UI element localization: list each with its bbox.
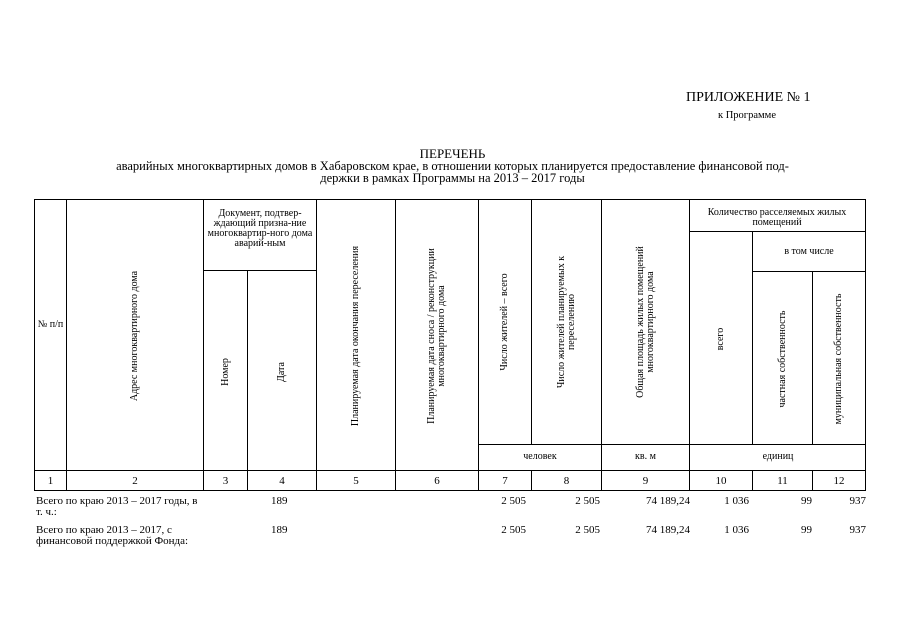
document-description bbox=[30, 160, 875, 184]
document-description-line-1: аварийных многоквартирных домов в Хабаровском крае, в отношении которых планируется предоставление финансовой под- bbox=[116, 159, 789, 173]
header-planned-demolition-line-1: Планируемая дата сноса / реконструкции bbox=[426, 247, 437, 424]
header-document-group: Документ, подтвер-ждающий призна-ние многоквартир-ного дома аварий-ным bbox=[207, 208, 313, 249]
column-number: 10 bbox=[715, 475, 727, 487]
document-title: ПЕРЕЧЕНЬ bbox=[419, 146, 486, 161]
header-doc-number: Номер bbox=[219, 357, 231, 386]
header-address: Адрес многоквартирного дома bbox=[129, 270, 140, 401]
header-planned-demolition bbox=[396, 200, 478, 471]
header-living-area-line-1: Общая площадь жилых помещений bbox=[634, 246, 646, 398]
row-label: Всего по краю 2013 – 2017 годы, в т. ч.: bbox=[36, 495, 198, 518]
column-number: 5 bbox=[353, 475, 359, 487]
header-unit-people: человек bbox=[523, 451, 557, 462]
row-count: 189 bbox=[271, 495, 288, 507]
row-residents-total: 2 505 bbox=[501, 524, 526, 536]
row-count: 189 bbox=[271, 524, 288, 536]
header-residents-planned bbox=[532, 200, 601, 444]
row-area: 74 189,24 bbox=[646, 524, 690, 536]
header-unit-sqm: кв. м bbox=[635, 451, 656, 462]
column-number: 2 bbox=[132, 475, 138, 487]
row-municipal: 937 bbox=[849, 495, 866, 507]
header-municipal-ownership: муниципальная собственность bbox=[833, 293, 844, 424]
row-label: Всего по краю 2013 – 2017, с финансовой поддержкой Фонда: bbox=[36, 524, 189, 547]
row-municipal: 937 bbox=[849, 524, 866, 536]
column-number: 7 bbox=[502, 475, 508, 487]
header-doc-date: Дата bbox=[276, 361, 287, 382]
column-number: 8 bbox=[563, 475, 570, 487]
column-number: 9 bbox=[642, 475, 649, 487]
row-private: 99 bbox=[801, 524, 812, 536]
column-number: 11 bbox=[777, 475, 788, 487]
row-units-total: 1 036 bbox=[724, 524, 749, 536]
column-number: 4 bbox=[279, 475, 285, 487]
column-number: 3 bbox=[222, 475, 229, 487]
header-residents-planned-line-1: Число жителей планируемых к bbox=[555, 255, 567, 389]
row-residents-planned: 2 505 bbox=[575, 524, 600, 536]
row-area: 74 189,24 bbox=[646, 495, 690, 507]
header-resettled-group: Количество расселяемых жилых помещений bbox=[707, 207, 847, 228]
header-living-area bbox=[602, 200, 689, 444]
appendix-subtitle: к Программе bbox=[718, 110, 776, 121]
header-private-ownership: частная собственность bbox=[776, 310, 788, 407]
header-living-area-line-2: многоквартирного дома bbox=[644, 271, 656, 373]
header-residents-planned-line-2: переселению bbox=[565, 293, 577, 351]
column-number: 1 bbox=[47, 475, 54, 487]
row-residents-total: 2 505 bbox=[501, 495, 526, 507]
row-private: 99 bbox=[801, 495, 812, 507]
row-residents-planned: 2 505 bbox=[575, 495, 600, 507]
header-num: № п/п bbox=[37, 319, 64, 330]
header-residents-total: Число жителей – всего bbox=[499, 273, 510, 371]
row-units-total: 1 036 bbox=[724, 495, 749, 507]
header-planned-resettlement-end: Планируемая дата окончания переселения bbox=[350, 245, 361, 426]
header-resettled-total: всего bbox=[715, 327, 726, 350]
header-including: в том числе bbox=[784, 246, 834, 257]
column-number: 12 bbox=[833, 475, 845, 487]
document-description-line-2: держки в рамках Программы на 2013 – 2017 годы bbox=[320, 171, 585, 185]
column-number: 6 bbox=[434, 475, 440, 487]
appendix-title: ПРИЛОЖЕНИЕ № 1 bbox=[686, 90, 811, 105]
header-planned-demolition-line-2: многоквартирного дома bbox=[436, 284, 447, 387]
header-unit-units: единиц bbox=[762, 451, 794, 462]
